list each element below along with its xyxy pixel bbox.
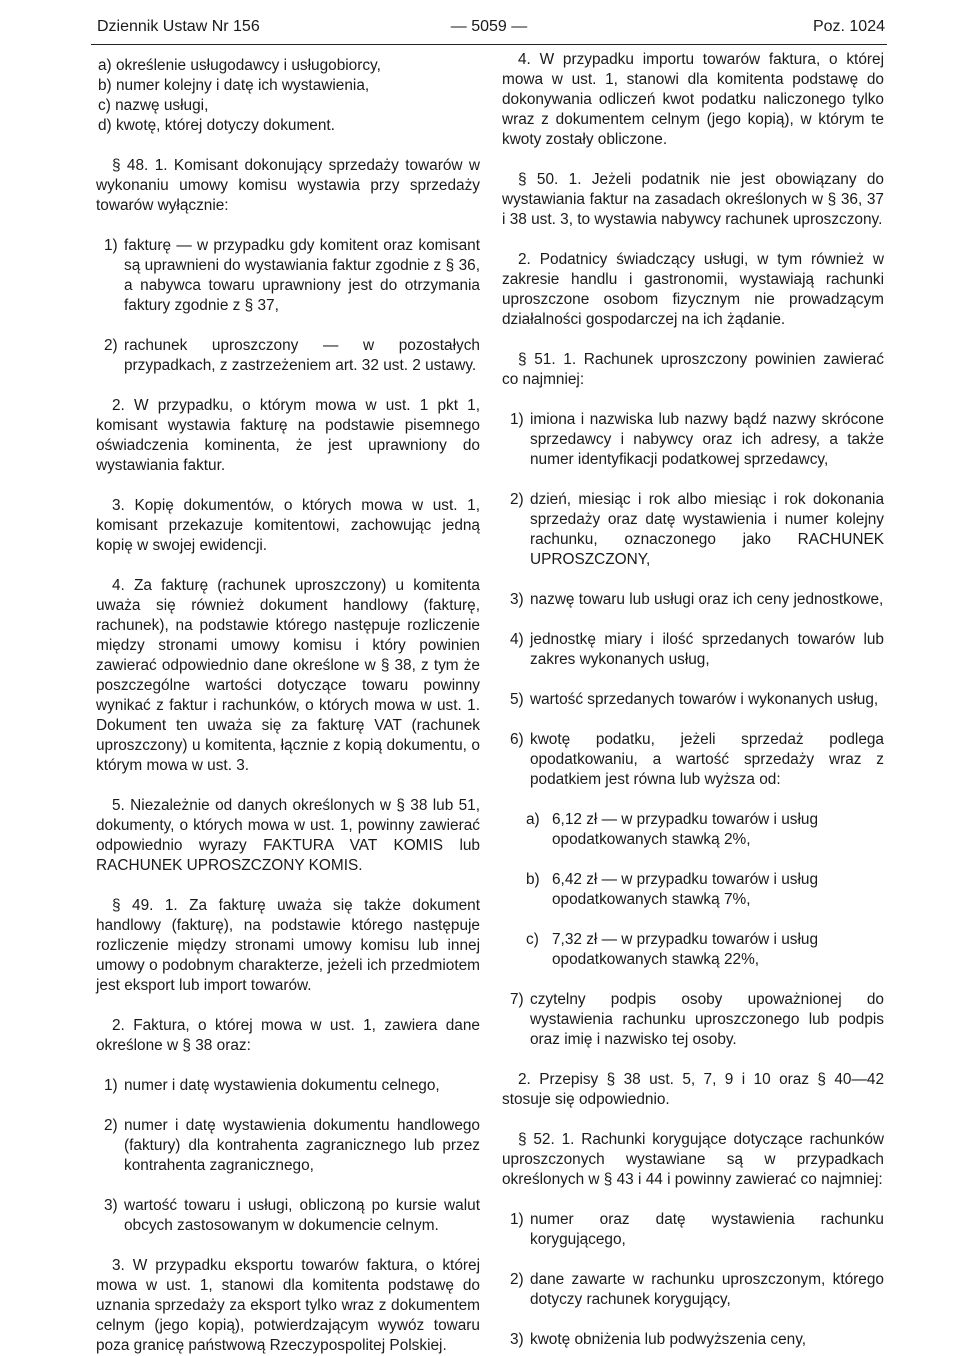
- item-text: numer oraz datę wystawienia rachunku korygującego,: [530, 1211, 884, 1248]
- item-number: 2): [510, 491, 524, 508]
- list-item: [96, 1076, 480, 1096]
- item-text: wartość sprzedanych towarów i wykonanych usług,: [530, 691, 879, 708]
- list-item: [502, 410, 884, 470]
- paragraph-49-1: § 49. 1. Za fakturę uważa się także dokument handlowy (fakturę), na podstawie którego następuje rozliczenie między stronami umowy komisu lub innej umowy o podobnym charakterze, jeżeli ich przedmiotem jest eksport lub import towarów.: [96, 897, 480, 994]
- list-item: [502, 990, 884, 1050]
- item-text: dane zawarte w rachunku uproszczonym, którego dotyczy rachunek korygujący,: [530, 1271, 884, 1308]
- list-item: [502, 490, 884, 570]
- item-text: 6,42 zł — w przypadku towarów i usług opodatkowanych stawką 7%,: [552, 871, 819, 908]
- paragraph-48-2: 2. W przypadku, o którym mowa w ust. 1 pkt 1, komisant wystawia fakturę na podstawie pisemnego oświadczenia kominenta, że jest uprawniony do wystawiania faktur.: [96, 397, 480, 474]
- item-text: kwotę podatku, jeżeli sprzedaż podlega opodatkowaniu, a wartość sprzedaży wraz z podatkiem jest równa lub wyższa od:: [530, 731, 884, 788]
- list-item: [96, 336, 480, 376]
- list-item: [502, 730, 884, 790]
- list-item: [502, 690, 884, 710]
- sub-list-item: [502, 870, 884, 910]
- item-text: numer i datę wystawienia dokumentu handlowego (faktury) dla kontrahenta zagranicznego lub przez kontrahenta zagranicznego,: [124, 1117, 480, 1174]
- item-number: 1): [104, 1077, 118, 1094]
- paragraph-48-5: 5. Niezależnie od danych określonych w § 38 lub 51, dokumenty, o których mowa w ust. 1, powinny zawierać odpowiednio wyrazy FAKTURA VAT KOMIS lub RACHUNEK UPROSZCZONY KOMIS.: [96, 797, 480, 874]
- item-text: czytelny podpis osoby upoważnionej do wystawienia rachunku uproszczonego lub podpis oraz imię i nazwisko tej osoby.: [530, 991, 884, 1048]
- list-top: [96, 56, 480, 136]
- paragraph-52-1: § 52. 1. Rachunki korygujące dotyczące rachunków uproszczonych wystawiane są w przypadkach określonych w § 43 i 44 i powinny zawierać co najmniej:: [502, 1131, 884, 1188]
- list-item: [502, 630, 884, 670]
- paragraph-48-4: 4. Za fakturę (rachunek uproszczony) u komitenta uważa się również dokument handlowy (fakturę, rachunek), na podstawie którego następuje rozliczenie między stronami umowy komisu i który powinien zawierać odpowiednio dane określone w § 38, z tym że poszczególne wartości dotyczące towaru powinny wynikać z faktur i rachunków, o których mowa w ust. 1. Dokument ten uważa się za fakturę VAT (rachunek uproszczony) u komitenta, łącznie z kopią dokumentu, o którym mowa w ust. 3.: [96, 577, 480, 774]
- item-text: dzień, miesiąc i rok albo miesiąc i rok dokonania sprzedaży oraz datę wystawienia i numer kolejny rachunku, oznaczonego jako RACHUNEK UPROSZCZONY,: [530, 491, 884, 568]
- item-text: fakturę — w przypadku gdy komitent oraz komisant są uprawnieni do wystawiania faktur zgodnie z § 36, a nabywca towaru uprawniony jest do otrzymania faktury zgodnie z § 37,: [124, 237, 480, 314]
- page-header: [91, 14, 887, 45]
- left-column: [96, 50, 480, 1356]
- list-item: [502, 1210, 884, 1250]
- list-item: [96, 1196, 480, 1236]
- item-number: 1): [510, 1211, 524, 1228]
- paragraph-48-1: § 48. 1. Komisant dokonujący sprzedaży towarów w wykonaniu umowy komisu wystawia przy sprzedaży towarów wyłącznie:: [96, 157, 480, 214]
- item-number: 3): [510, 591, 524, 608]
- item-number: 6): [510, 731, 524, 748]
- list-item: [502, 1330, 884, 1350]
- item-text: imiona i nazwiska lub nazwy bądź nazwy skrócone sprzedawcy i nabywcy oraz ich adresy, a także numer identyfikacji podatkowej sprzedawcy,: [530, 411, 884, 468]
- item-text: nazwę towaru lub usługi oraz ich ceny jednostkowe,: [530, 591, 884, 608]
- paragraph-50-1: § 50. 1. Jeżeli podatnik nie jest obowiązany do wystawiania faktur na zasadach określonych w § 36, 37 i 38 ust. 3, to wystawia nabywcy rachunek uproszczony.: [502, 171, 884, 228]
- item-text: wartość towaru i usługi, obliczoną po kursie walut obcych zastosowanym w dokumencie celnym.: [124, 1197, 480, 1234]
- item-number: 2): [510, 1271, 524, 1288]
- item-number: 4): [510, 631, 524, 648]
- right-column: [502, 50, 884, 1350]
- list-item: d) kwotę, której dotyczy dokument.: [98, 117, 335, 134]
- item-text: jednostkę miary i ilość sprzedanych towarów lub zakres wykonanych usług,: [530, 631, 884, 668]
- position-number: Poz. 1024: [812, 18, 885, 35]
- item-number: 5): [510, 691, 524, 708]
- item-letter: a): [526, 811, 540, 828]
- item-number: 3): [104, 1197, 118, 1214]
- paragraph-50-2: 2. Podatnicy świadczący usługi, w tym również w zakresie handlu i gastronomii, wystawiają rachunki uproszczone osobom fizycznym nie prowadzącym działalności gospodarczej na ich żądanie.: [502, 251, 884, 328]
- paragraph-49-4: 4. W przypadku importu towarów faktura, o której mowa w ust. 1, stanowi dla komitenta podstawę do dokonywania odliczeń kwot podatku naliczonego tylko wraz z dokumentem celnym (jego kopią), w którym te kwoty zostały obliczone.: [502, 51, 884, 148]
- item-letter: c): [526, 931, 539, 948]
- item-number: 2): [104, 1117, 118, 1134]
- item-number: 2): [104, 337, 118, 354]
- paragraph-49-2: 2. Faktura, o której mowa w ust. 1, zawiera dane określone w § 38 oraz:: [96, 1017, 480, 1054]
- list-item: b) numer kolejny i datę ich wystawienia,: [98, 77, 370, 94]
- sub-list-item: [502, 930, 884, 970]
- paragraph-49-3: 3. W przypadku eksportu towarów faktura, o której mowa w ust. 1, stanowi dla komitenta podstawę do uznania sprzedaży za eksport tylko wraz z dokumentem celnym (jego kopią), potwierdzającym wywóz towaru poza granicę państwową Rzeczypospolitej Polskiej.: [96, 1257, 480, 1354]
- item-number: 3): [510, 1331, 524, 1348]
- item-text: 7,32 zł — w przypadku towarów i usług opodatkowanych stawką 22%,: [552, 931, 819, 968]
- sub-list-item: [502, 810, 884, 850]
- item-text: kwotę obniżenia lub podwyższenia ceny,: [530, 1331, 807, 1348]
- list-item: c) nazwę usługi,: [98, 97, 209, 114]
- list-item: [96, 236, 480, 316]
- item-number: 7): [510, 991, 524, 1008]
- journal-title: Dziennik Ustaw Nr 156: [97, 18, 260, 35]
- list-item: [502, 590, 884, 610]
- item-number: 1): [104, 237, 118, 254]
- paragraph-51-2: 2. Przepisy § 38 ust. 5, 7, 9 i 10 oraz § 40—42 stosuje się odpowiednio.: [502, 1071, 884, 1108]
- paragraph-48-3: 3. Kopię dokumentów, o których mowa w ust. 1, komisant przekazuje komitentowi, zachowując jedną kopię w swojej ewidencji.: [96, 497, 480, 554]
- list-item: [502, 1270, 884, 1310]
- list-item: a) określenie usługodawcy i usługobiorcy,: [98, 57, 381, 74]
- paragraph-51-1: § 51. 1. Rachunek uproszczony powinien zawierać co najmniej:: [502, 351, 884, 388]
- page-number: — 5059 —: [450, 18, 528, 35]
- item-letter: b): [526, 871, 540, 888]
- item-number: 1): [510, 411, 524, 428]
- item-text: numer i datę wystawienia dokumentu celnego,: [124, 1077, 440, 1094]
- item-text: 6,12 zł — w przypadku towarów i usług opodatkowanych stawką 2%,: [552, 811, 819, 848]
- item-text: rachunek uproszczony — w pozostałych przypadkach, z zastrzeżeniem art. 32 ust. 2 ustawy.: [124, 337, 480, 374]
- list-item: [96, 1116, 480, 1176]
